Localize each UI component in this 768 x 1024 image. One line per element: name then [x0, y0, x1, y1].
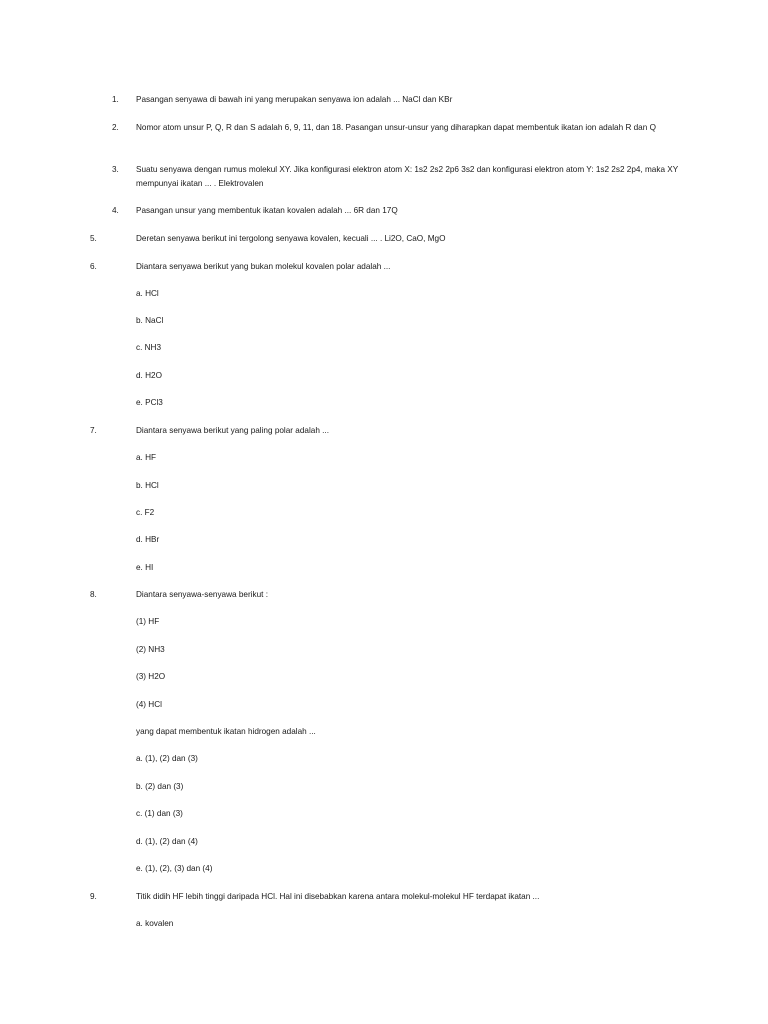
question-prompt: yang dapat membentuk ikatan hidrogen adalah ... — [136, 727, 316, 736]
question-number: 9. — [90, 892, 97, 901]
question-text: Diantara senyawa berikut yang paling polar adalah ... — [136, 426, 329, 435]
question-number: 7. — [90, 426, 97, 435]
compound-item: (1) HF — [136, 617, 160, 626]
option-item: b. NaCl — [136, 316, 164, 325]
option-item: d. H2O — [136, 371, 162, 380]
option-item: a. (1), (2) dan (3) — [136, 754, 198, 763]
question-text: Diantara senyawa-senyawa berikut : — [136, 590, 268, 599]
option-item: a. kovalen — [136, 919, 174, 928]
question-number: 3. — [112, 165, 119, 174]
question-number: 8. — [90, 590, 97, 599]
question-text: Pasangan senyawa di bawah ini yang merupakan senyawa ion adalah ... NaCl dan KBr — [136, 95, 453, 104]
question-text: Nomor atom unsur P, Q, R dan S adalah 6, 9, 11, dan 18. Pasangan unsur-unsur yang diharapkan dapat membentuk ikatan ion adalah R dan Q — [136, 123, 656, 132]
option-item: b. (2) dan (3) — [136, 782, 184, 791]
option-item: c. F2 — [136, 508, 155, 517]
option-item: d. HBr — [136, 535, 160, 544]
question-number: 2. — [112, 123, 119, 132]
option-item: c. (1) dan (3) — [136, 809, 183, 818]
question-text: Pasangan unsur yang membentuk ikatan kovalen adalah ... 6R dan 17Q — [136, 206, 398, 215]
compound-item: (3) H2O — [136, 672, 166, 681]
question-text: Titik didih HF lebih tinggi daripada HCl. Hal ini disebabkan karena antara molekul-molekul HF terdapat ikatan ... — [136, 892, 540, 901]
option-item: e. PCl3 — [136, 398, 163, 407]
option-item: a. HF — [136, 453, 157, 462]
question-text: Diantara senyawa berikut yang bukan molekul kovalen polar adalah ... — [136, 262, 391, 271]
option-item: a. HCl — [136, 289, 159, 298]
question-number: 1. — [112, 95, 119, 104]
question-number: 5. — [90, 234, 97, 243]
question-number: 6. — [90, 262, 97, 271]
question-number: 4. — [112, 206, 119, 215]
compound-item: (4) HCl — [136, 700, 162, 709]
option-item: e. HI — [136, 563, 154, 572]
option-item: c. NH3 — [136, 343, 162, 352]
option-item: d. (1), (2) dan (4) — [136, 837, 198, 846]
question-text: Suatu senyawa dengan rumus molekul XY. Jika konfigurasi elektron atom X: 1s2 2s2 2p6 3s2 dan konfigurasi elektron atom Y: 1s2 2s2 2p4, maka XY mempunyai ikatan ... . Elektrovalen — [136, 165, 679, 188]
question-text: Deretan senyawa berikut ini tergolong senyawa kovalen, kecuali ... . Li2O, CaO, MgO — [136, 234, 446, 243]
option-item: e. (1), (2), (3) dan (4) — [136, 864, 213, 873]
option-item: b. HCl — [136, 481, 159, 490]
compound-item: (2) NH3 — [136, 645, 165, 654]
